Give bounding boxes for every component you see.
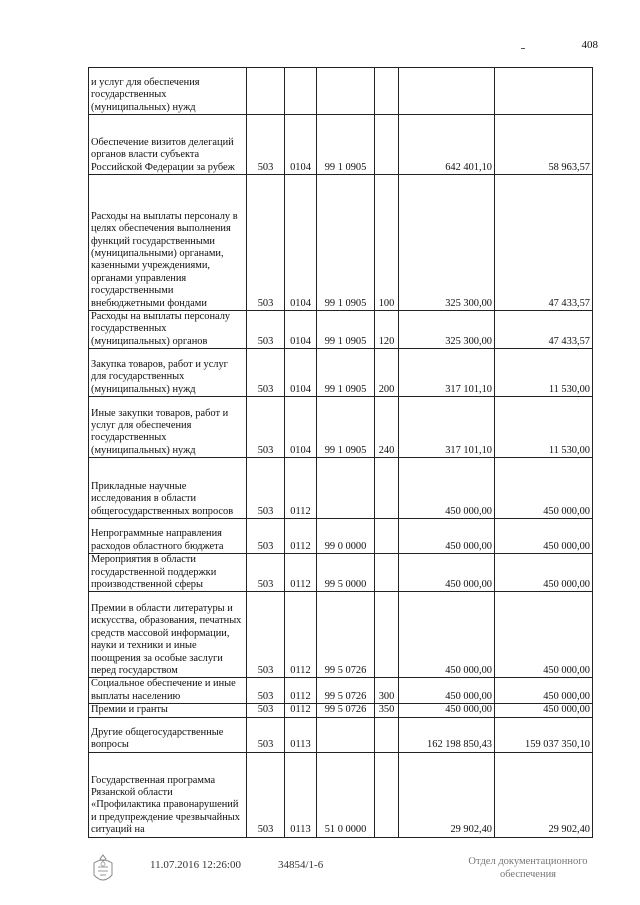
row-article: 99 1 0905 [317,115,375,175]
row-name: Обеспечение визитов делегаций органов власти субъекта Российской Федерации за рубеж [89,115,247,175]
row-expense-type [375,115,399,175]
row-article: 99 1 0905 [317,175,375,311]
row-section: 0112 [285,592,317,678]
row-amount-1: 450 000,00 [399,519,495,554]
row-expense-type: 200 [375,349,399,397]
row-amount-1 [399,68,495,115]
footer-department [448,855,608,881]
row-article: 99 5 0726 [317,704,375,717]
row-amount-1: 450 000,00 [399,678,495,704]
table-row [89,752,593,837]
row-amount-2: 450 000,00 [495,458,593,519]
row-name: Государственная программа Рязанской области «Профилактика правонарушений и предупреждение чрезвычайных ситуаций на [89,752,247,837]
row-amount-2: 450 000,00 [495,678,593,704]
table-row [89,519,593,554]
footer-date: 11.07.2016 12:26:00 [150,859,241,871]
row-name: Расходы на выплаты персоналу государственных (муниципальных) органов [89,311,247,349]
row-grbs: 503 [247,704,285,717]
row-name: Прикладные научные исследования в области общегосударственных вопросов [89,458,247,519]
table-row [89,458,593,519]
row-amount-2: 11 530,00 [495,349,593,397]
row-amount-1: 325 300,00 [399,175,495,311]
table-row [89,115,593,175]
row-name: Другие общегосударственные вопросы [89,717,247,752]
row-amount-2: 450 000,00 [495,554,593,592]
row-name: и услуг для обеспечения государственных (муниципальных) нужд [89,68,247,115]
row-amount-2: 47 433,57 [495,311,593,349]
row-grbs: 503 [247,397,285,458]
row-grbs: 503 [247,519,285,554]
row-section: 0113 [285,752,317,837]
row-article: 51 0 0000 [317,752,375,837]
row-amount-2: 450 000,00 [495,704,593,717]
row-amount-2: 58 963,57 [495,115,593,175]
table-row [89,311,593,349]
row-amount-2: 11 530,00 [495,397,593,458]
row-amount-1: 450 000,00 [399,704,495,717]
table-row [89,704,593,717]
row-expense-type [375,717,399,752]
row-section: 0112 [285,704,317,717]
page-number: 408 [581,39,598,51]
row-article: 99 5 0726 [317,592,375,678]
table-row [89,592,593,678]
row-article: 99 5 0000 [317,554,375,592]
row-expense-type: 120 [375,311,399,349]
footer-doc-number: 34854/1-6 [278,859,324,871]
row-section: 0104 [285,349,317,397]
row-amount-1: 317 101,10 [399,397,495,458]
footer-department-line1: Отдел документационного [468,856,588,867]
row-article [317,458,375,519]
table-row [89,349,593,397]
row-expense-type: 300 [375,678,399,704]
row-grbs: 503 [247,678,285,704]
row-expense-type [375,592,399,678]
row-name: Иные закупки товаров, работ и услуг для обеспечения государственных (муниципальных) нужд [89,397,247,458]
row-section: 0112 [285,678,317,704]
row-expense-type [375,752,399,837]
row-amount-1: 450 000,00 [399,592,495,678]
table-row [89,554,593,592]
row-amount-2: 450 000,00 [495,519,593,554]
row-expense-type [375,519,399,554]
budget-table-body [89,68,593,838]
row-amount-1: 450 000,00 [399,554,495,592]
row-amount-1: 450 000,00 [399,458,495,519]
row-grbs: 503 [247,554,285,592]
row-grbs: 503 [247,717,285,752]
row-section: 0112 [285,554,317,592]
row-expense-type: 350 [375,704,399,717]
row-name: Мероприятия в области государственной поддержки производственной сферы [89,554,247,592]
row-amount-1: 317 101,10 [399,349,495,397]
row-article: 99 1 0905 [317,349,375,397]
row-amount-2: 450 000,00 [495,592,593,678]
row-article: 99 5 0726 [317,678,375,704]
row-section: 0104 [285,311,317,349]
row-article [317,68,375,115]
row-amount-1: 162 198 850,43 [399,717,495,752]
row-name: Премии в области литературы и искусства, образования, печатных средств массовой информации, науки и техники и иные поощрения за особые заслуги перед государством [89,592,247,678]
table-row [89,678,593,704]
row-grbs: 503 [247,592,285,678]
row-article: 99 1 0905 [317,397,375,458]
row-name: Расходы на выплаты персоналу в целях обеспечения выполнения функций государственными (муниципальными) органами, казенными учреждениями, органами управления государственными внебюджетными фондами [89,175,247,311]
row-expense-type [375,554,399,592]
row-expense-type: 100 [375,175,399,311]
budget-table [88,67,593,838]
row-amount-2: 159 037 350,10 [495,717,593,752]
row-grbs: 503 [247,311,285,349]
row-amount-1: 29 902,40 [399,752,495,837]
row-section: 0112 [285,519,317,554]
row-grbs: 503 [247,752,285,837]
row-amount-2: 29 902,40 [495,752,593,837]
table-row [89,175,593,311]
row-grbs: 503 [247,349,285,397]
row-article: 99 1 0905 [317,311,375,349]
header-dash [521,48,525,49]
row-name: Непрограммные направления расходов областного бюджета [89,519,247,554]
row-section [285,68,317,115]
row-amount-2 [495,68,593,115]
row-grbs: 503 [247,115,285,175]
footer-department-line2: обеспечения [499,869,557,880]
row-name: Закупка товаров, работ и услуг для государственных (муниципальных) нужд [89,349,247,397]
row-article: 99 0 0000 [317,519,375,554]
row-amount-2: 47 433,57 [495,175,593,311]
row-name: Премии и гранты [89,704,247,717]
row-expense-type [375,458,399,519]
row-section: 0104 [285,397,317,458]
row-amount-1: 642 401,10 [399,115,495,175]
table-row [89,717,593,752]
row-amount-1: 325 300,00 [399,311,495,349]
row-name: Социальное обеспечение и иные выплаты населению [89,678,247,704]
row-expense-type [375,68,399,115]
row-section: 0104 [285,115,317,175]
row-grbs: 503 [247,175,285,311]
row-section: 0104 [285,175,317,311]
row-section: 0113 [285,717,317,752]
row-grbs [247,68,285,115]
table-row [89,68,593,115]
table-row [89,397,593,458]
row-article [317,717,375,752]
coat-of-arms-seal-icon [88,853,118,887]
row-grbs: 503 [247,458,285,519]
row-expense-type: 240 [375,397,399,458]
row-section: 0112 [285,458,317,519]
